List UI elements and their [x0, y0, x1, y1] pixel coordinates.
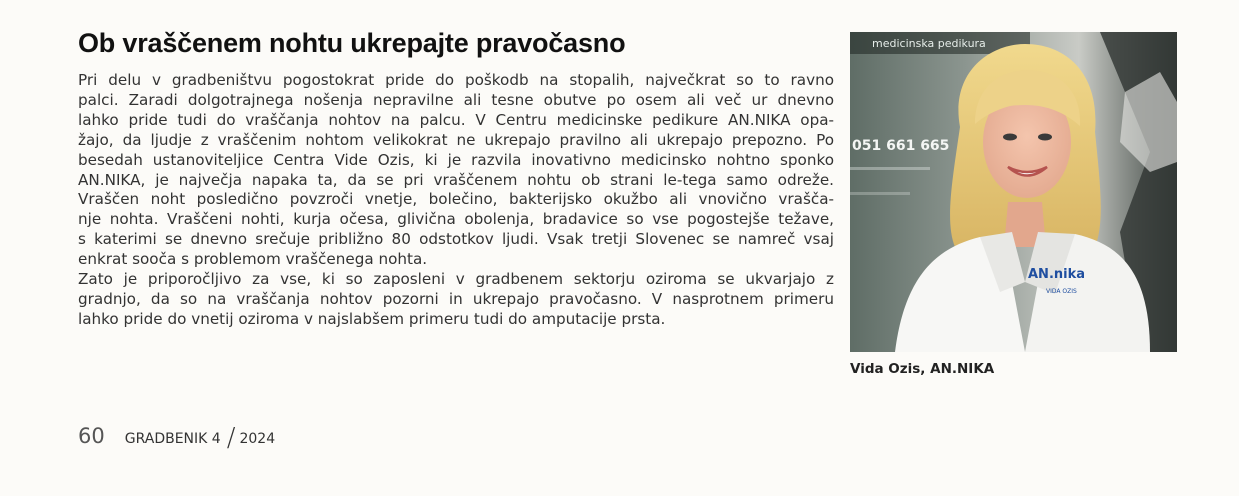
photo-caption: Vida Ozis, AN.NIKA [850, 361, 995, 377]
issue-year: 2024 [239, 431, 276, 447]
portrait-photo [850, 32, 1177, 352]
article-body [78, 71, 834, 330]
background-phone-text: 051 661 665 [852, 138, 950, 154]
body-line: Zato je priporočljivo za vse, ki so zaposleni v gradbenem sektorju oziroma se ukvarjajo z [78, 270, 834, 289]
body-line: besedah ustanoviteljice Centra Vide Ozis, ki je razvila inovativno medicinsko nohtno sponko [78, 150, 834, 169]
background-sign-text: medicinska pedikura [872, 37, 986, 50]
body-line: palci. Zaradi dolgotrajnega nošenja nepravilne ali tesne obutve po osem ali več ur dnevno [78, 90, 834, 109]
body-line: lahko pride tudi do vraščanja nohtov na palcu. V Centru medicinske pedikure AN.NIKA opa- [78, 110, 834, 129]
magazine-issue: GRADBENIK 4 [124, 431, 221, 447]
body-line: lahko pride do vnetij oziroma v najslabšem primeru tudi do amputacije prsta. [78, 309, 666, 328]
page-footer [78, 420, 276, 453]
body-line: s katerimi se dnevno srečuje približno 80 odstotkov ljudi. Vsak tretji Slovenec se namreč vsaj [78, 230, 834, 249]
portrait-illustration [850, 32, 1177, 352]
body-line: Pri delu v gradbeništvu pogostokrat pride do poškodb na stopalih, največkrat so to ravno [78, 71, 834, 89]
body-line: Vraščen noht posledično povzroči vnetje, bolečino, bakterijsko okužbo ali vnovično vrašča- [78, 190, 834, 209]
coat-logo-text: AN.nika [1028, 267, 1086, 282]
body-line: žajo, da ljudje z vraščenim nohtom velikokrat ne ukrepajo pravilno ali ukrepajo prepozno. Po [78, 130, 834, 149]
article-title: Ob vraščenem nohtu ukrepajte pravočasno [78, 28, 626, 58]
body-line: AN.NIKA, je največja napaka ta, da se pri vraščenem nohtu ob strani le-tega samo odreže. [78, 170, 834, 189]
issue-separator: / [226, 423, 236, 453]
body-line: nje nohta. Vraščeni nohti, kurja očesa, glivična obolenja, bradavice so vse pogostejše težave, [78, 210, 834, 229]
body-line: gradnjo, da so na vraščanja nohtov pozorni in ukrepajo pravočasno. V nasprotnem primeru [78, 289, 834, 308]
page-number: 60 [78, 424, 105, 448]
body-line: enkrat sooča s problemom vraščenega nohta. [78, 250, 428, 269]
coat-badge-name: VIDA OZIS [1046, 288, 1077, 295]
